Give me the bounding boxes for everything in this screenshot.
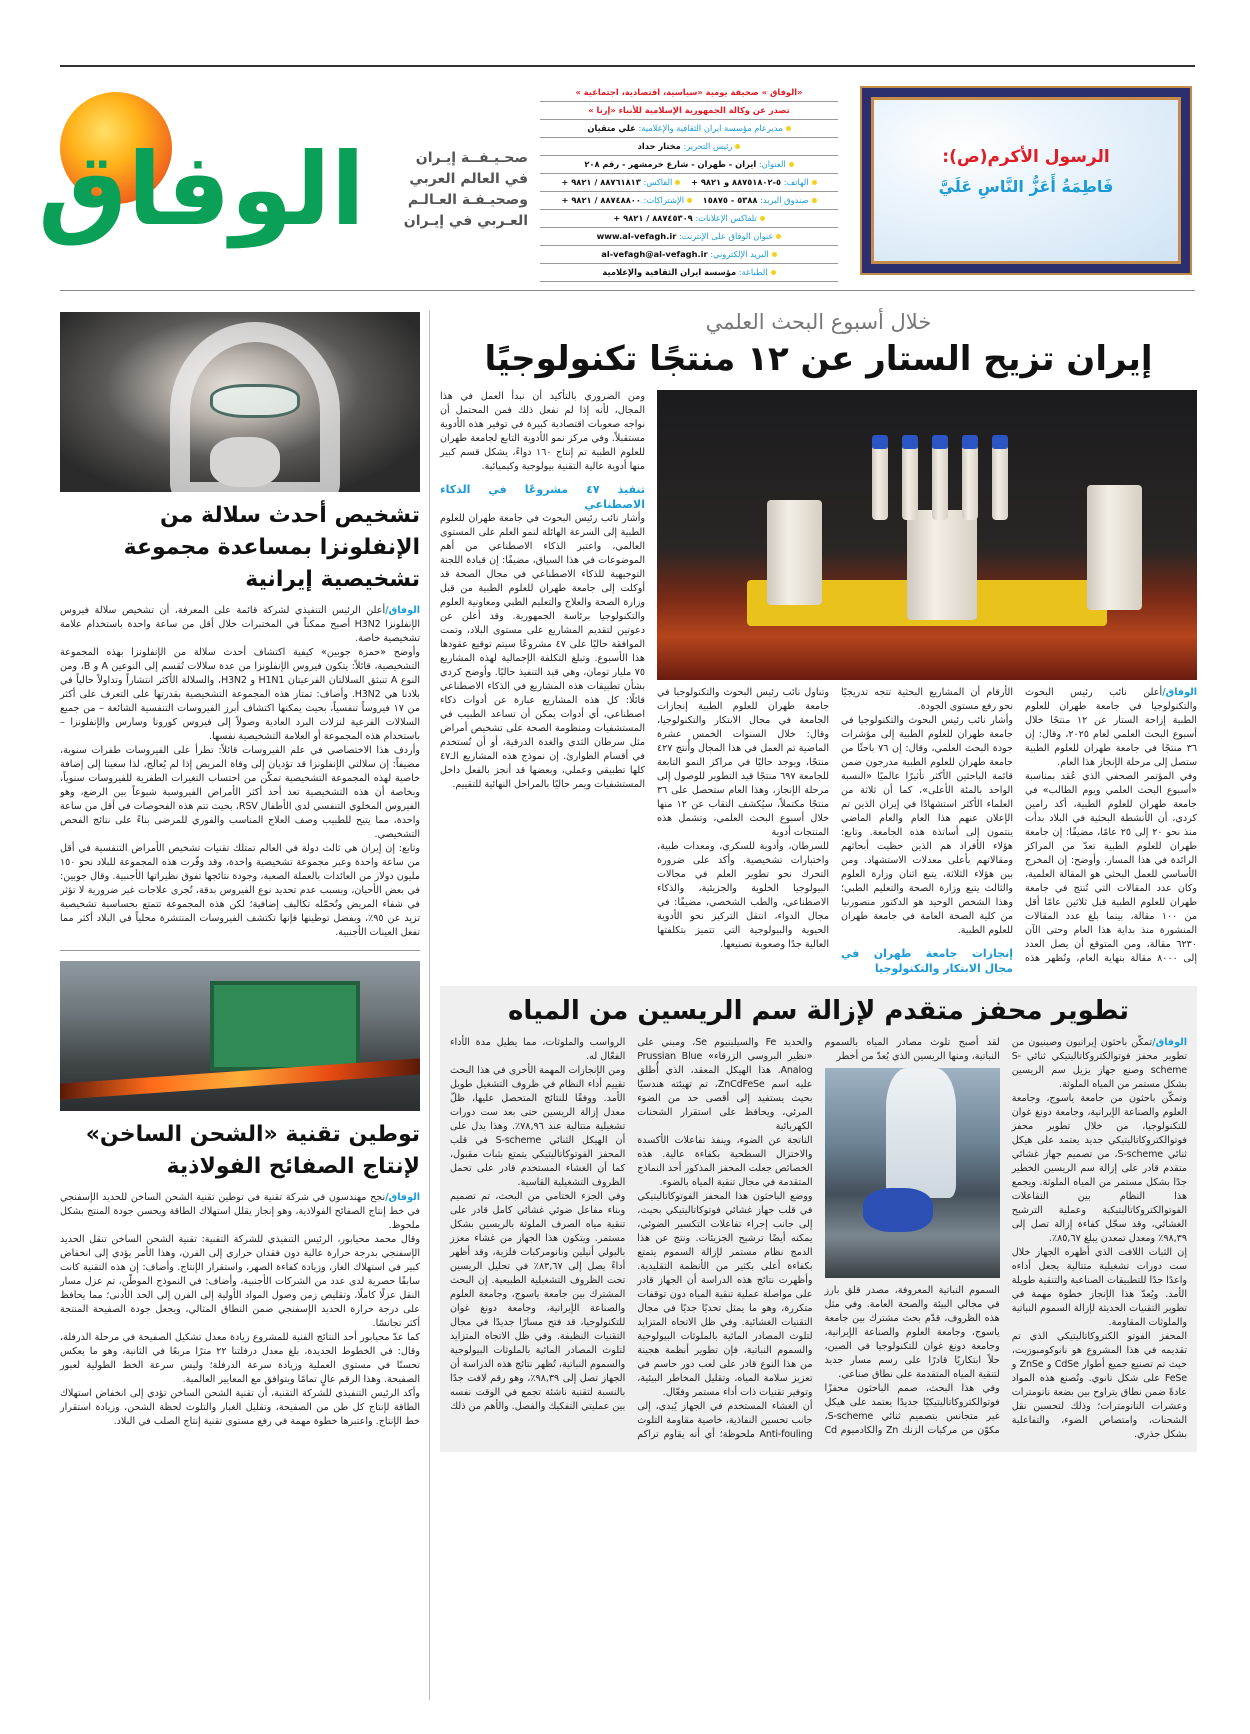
bullet-icon [786, 126, 791, 131]
main-headline: إيران تزيح الستار عن ١٢ منتجًا تكنولوجيًا [484, 339, 1153, 379]
paragraph-text: وفي هذا البحث، صمم الباحثون محفزًا فوتوالكتروكاتاليتيكيًا جديدًا يعتمد على هيكل غير متجانس بتصميم ثنائي S-scheme، مكوّن من مركبات الزنك Zn والكادميوم Cd والحديد Fe والسيلينيوم Se، ومبني على «نظير البروسي الزرقاء» Prussian Blue Analog. هذا الهيكل المعقد، الذي أُطلق عليه اسم ZnCdFeSe، تم تهيئته هندسيًا بحيث يستفيد إلى أقصى حد من الضوء المرئي، ويحافظ على استقرار الشحنات الكهربائية [637, 1037, 1000, 1436]
paragraph-text: أن الغشاء المستخدم في الجهاز يُبدي، إلى جانب تحسين النفاذية، خاصية مقاومة التلوث Anti-fouling ملحوظة؛ أي أنه يقاوم تراكم الرواسب والملوثات، مما يطيل مدة الأداء الفعّال له. [450, 1037, 813, 1440]
bullet-icon [760, 216, 765, 221]
paragraph-text: نجح مهندسون في شركة تقنية في توطين تقنية الشحن الساخن للحديد الإسفنجي في خط إنتاج الصفائح الفولاذية، وهو إنجاز يقلل استهلاك الطاقة ويحسن جودة المنتج بشكل ملحوظ. [60, 1192, 420, 1231]
flu-lab-photo [60, 312, 420, 492]
flu-body [60, 604, 420, 940]
steel-body [60, 1191, 420, 1429]
column-divider [429, 310, 430, 1700]
paragraph [657, 686, 829, 840]
water-article-panel [440, 986, 1197, 1452]
bullet-icon [675, 180, 680, 185]
bullet-icon [812, 180, 817, 185]
paragraph-text: وفي المؤتمر الصحفي الذي عُقد بمناسبة «أسبوع البحث العلمي ويوم الطالب» في جامعة طهران للعلوم الطبية، أكد رامين كردي، أن الأنشطة البحثية في البلاد بدأت منذ نحو ٢٠ إلى ٢٥ عامًا، مضيفًا: إن جامعة طهران للعلوم الطبية تعدّ من المراكز الرائدة في هذا المسار. وأوضح: إن المخرج الأساسي للعمل البحثي هو المقالة العلمية، وكان عدد المقالات التي تُنتج في جامعة طهران للعلوم الطبية قبل ثلاثين عامًا أقل من ١٠٠ مقالة، بينما بلغ عدد المقالات المنشورة منذ بداية هذا العام وحتى الآن ٦٢٣٠ مقالة، ومن المتوقع أن يصل العدد إلى ٨٠٠٠ مقالة بنهاية العام، وتُظهر هذه الأرقام أن المشاريع البحثية تتجه تدريجيًا نحو رفع مستوى الجودة. [841, 687, 1198, 964]
tagline-line: العـربي في إيـران [403, 213, 528, 229]
paragraph [1012, 1330, 1187, 1442]
paragraph-text: للسرطان، وأدوية للسكري، ومعدات طبية، واختبارات تشخيصية. وأكد على ضرورة التحرك نحو تطوير العلم في مجالات البيولوجيا الخلوية والجزيئية، والذكاء الاصطناعي، والطب الشخصي، مضيفًا: في مجال الدواء، انتقل التركيز نحو الأدوية الحيوية والبيولوجية التي تتميز بتكلفتها العالية جدًا وصعوبة تصنيعها. [657, 841, 829, 950]
paragraph-text: وأشار نائب رئيس البحوث في جامعة طهران للعلوم الطبية إلى السرعة الهائلة لنمو العلم على المستوى العالمي، واعتبر الذكاء الاصطناعي من أهم الموضوعات في هذا السياق، مضيفًا: إن قيادة اللجنة التوجيهية للذكاء الاصطناعي في مجال الصحة قد أوكلت إلى جامعة طهران للعلوم الطبية من قبل وزارة الصحة والعلاج والتعليم الطبي ومعاونية العلوم والتكنولوجيا برئاسة الجمهورية. وقد أعلن عن دعوتين لتقديم المشاريع على مستوى البلاد، وتمت الموافقة حاليًا على ٤٧ مشروعًا سيتم توقيع عقودها هذا الأسبوع. وتبلغ التكلفة الإجمالية لهذه المشاريع ٧٥ مليار تومان، وهي قيد التنفيذ حاليًا. وأوضح كردي بشأن تطبيقات هذه المشاريع في الذكاء الاصطناعي قائلًا: كل هذه المشاريع عبارة عن أدوات ذكاء اصطناعي، أي أدوات يمكن أن تساعد الطبيب في المستشفيات ومنظومة الصحة على تشخيص أمراض مثل سرطان الثدي والغدة الدرقية، أو أن تُستخدم في أقسام الطوارئ. إن نموذج هذه المشاريع الـ٤٧ كلها تطبيقي وعملي، وبعضها قد أنجز بالفعل داخل المستشفيات ويمر حاليًا بالمراحل النهائية للتقييم. [440, 513, 646, 790]
paragraph-text: وأردف هذا الاختصاصي في علم الفيروسات قائلاً: تطرأ على الفيروسات طفرات سنوية، مضيفاً: إن سلالتي الإنفلونزا قد تؤديان إلى وفاة المريض إذا لم يُعالج، لذا سعينا إلى إضافة خاصية لهذه المجموعة التشخيصية تمكّن من احتساب التغيرات الطفرية للفيروسات سنوياً، وبخاصة أن هذه التشخيصية تعد أحد أكثر الأمراض الفيروسية شيوعاً بين الرضع، وهو الفيروس المخلوي التنفسي لدى الأطفال RSV، بحيث تتم هذه الفحوصات في أقل من ساعة واحدة، مما يتيح للطبيب وصف العلاج المناسب والفوري للمرضى بناءً على نتائج الفحص التشخيصي. [60, 745, 420, 840]
main-body-side-column [440, 390, 645, 792]
main-body-under-photo [657, 686, 1197, 976]
source-tag: الوفاق/ [385, 1192, 420, 1203]
paragraph-text: وأشار نائب رئيس البحوث والتكنولوجيا في جامعة طهران للعلوم الطبية إلى مؤشرات جودة البحث العلمي، وقال: إن ٧٦ باحثًا من جامعة طهران للعلوم الطبية مدرجون ضمن قائمة الباحثين الأكثر تأثيرًا عالميًا «النسبة الواحد بالمئة الأعلى»، كما أن ثلاثة من العلماء الأكثر استشهادًا في إيران الذين تم الإعلان عنهم هذا العام والعام الماضي ينتمون إلى أساتذة هذه الجامعة. وتابع: هؤلاء الأفراد هم الذين حظيت أبحاثهم ومقالاتهم بأعلى معدلات الاستشهاد. ومن بين هؤلاء الثلاثة، يتبع اثنان وزارة العلوم والثالث يتبع وزارة الصحة والتعليم الطبي؛ وهذا الشخص الوحيد هو الدكتور منصورنيا من كلية الصحة العامة في جامعة طهران للعلوم الطبية. [841, 715, 1013, 936]
info-label: الهاتف: [783, 177, 809, 187]
paragraph [657, 840, 829, 952]
paragraph [60, 1233, 420, 1331]
source-tag: الوفاق/ [1152, 1037, 1187, 1048]
paragraph [1012, 1092, 1187, 1246]
water-body [450, 1036, 1187, 1442]
steel-plant-photo [60, 961, 420, 1111]
info-value: ٥٣٨٨ - ١٥٨٧٥ [702, 195, 758, 205]
hadith-speaker: الرسول الأكرم(ص): [942, 147, 1110, 167]
hadith-box [862, 88, 1190, 273]
lead-paragraph [60, 604, 420, 646]
email-link[interactable]: al-vefagh@al-vefagh.ir [601, 249, 708, 259]
paragraph-text: وتابع: إن إيران هي ثالث دولة في العالم تمتلك تقنيات تشخيص الأمراض التنفسية في أقل من ساعة واحدة وعبر مجموعة تشخيصية واحدة، وقد وفّرت هذه المجموعة للبلاد نحو ١٥٠ مليون دولار من العائدات بالعملة الصعبة، وجودة نتائجها تفوق نظيراتها الأجنبية. وقال جوبين: في بعض الأحيان، وبسبب عدم تحديد نوع الفيروس بدقة، تُجرى علاجات غير ضرورية لا تؤثر في شفاء المريض وتُحمّله تكاليف إضافية؛ لكن هذه المجموعة تتمتع بحساسية تشخيصية تزيد عن ٩٥٪، وبفضل توطينها فإنها تكتشف الفيروسات المنتشرة محلياً في البلاد أكثر مما تفعل العينات الأجنبية. [60, 843, 421, 938]
info-value: مؤسسة ايران الثقافية والإعلامية [602, 267, 737, 277]
lead-paragraph [1012, 1036, 1187, 1092]
main-article-body [440, 390, 1197, 976]
source-tag: الوفاق/ [1162, 687, 1197, 698]
info-label: رئيس التحرير: [683, 141, 733, 151]
paragraph [440, 390, 645, 474]
paragraph-text: وأوضح «حمزة جوبين» كيفية اكتشاف أحدث سلالة من الإنفلونزا بهذه المجموعة التشخيصية، قائلاً: يتكون فيروس الإنفلونزا من عدة سلالات تُقسم إلى النوعين A و B، ومن النوع A تنبثق السلالتان الفرعيتان H1N1 و H3N2، والسلالة الأكثر انتشاراً وتداولاً حالياً في بلادنا هي H3N2. وأضاف: تمتاز هذه المجموعة التشخيصية بقدرتها على التعرف على أكثر من ١٧ فيروساً تنفسياً، بحيث يمكنها اكتشاف أبرز الفيروسات التنفسية الشائعة – من جميع السلالات الفرعية لنزلات البرد العادية وصولاً إلى فيروس كورونا وسارس والإنفلونزا – باستخدام هذه المجموعة أو العلامة التشخيصية نفسها. [60, 647, 420, 742]
paragraph [60, 1331, 420, 1387]
paragraph [450, 1064, 625, 1190]
paragraph-text: تمكّن باحثون إيرانيون وصينيون من تطوير محفز فوتوالكتروكاتاليتيكي ثنائي S-scheme وصنع جهاز يزيل سم الريسين بشكل مستمر من المياه الملوثة. [1011, 1037, 1187, 1090]
info-value: ايران - طهران - شارع خرمشهر - رقم ٢٠٨ [584, 159, 757, 169]
paragraph-text: إن الثبات اللافت الذي أظهره الجهاز خلال ست دورات تشغيلية متتالية يجعل أداءه واعدًا جدًا للتطبيقات الصناعية والتنقية طويلة الأمد. ويُعدّ هذا الإنجاز خطوة مهمة في تطوير التقنيات الحديثة لإزالة السموم النباتية والملوثات المقاومة. [1011, 1247, 1187, 1328]
subheading [440, 482, 645, 512]
info-label: عنوان الوفاق على الإنترنت: [678, 231, 774, 241]
info-label: البريد الإلكتروني: [710, 249, 769, 259]
products-photo [657, 390, 1197, 680]
masthead-tagline [378, 148, 528, 232]
paragraph-text: ومن الضروري بالتأكيد أن نبدأ العمل في هذا المجال، لأنه إذا لم نفعل ذلك فمن المحتمل أن نواجه صعوبات اقتصادية كبيرة في توفير هذه الأدوية مستقبلاً. وفي مركز نمو الأدوية التابع لجامعة طهران للعلوم الطبية تم إنتاج ١٦٠ دواءً، يشكل قسم كبير منها أدوية عالية التقنية بيولوجية وكيميائية. [440, 391, 645, 472]
info-label: مديرعام مؤسسة ايران الثقافية والإعلامية: [638, 123, 783, 133]
paragraph-text: تنفيذ ٤٧ مشروعًا في الذكاء الاصطناعي [440, 483, 645, 511]
paragraph [825, 1036, 1000, 1064]
lead-paragraph [1025, 686, 1197, 770]
tagline-line: صحـيـفــة إيـران [415, 150, 528, 166]
info-row [540, 228, 838, 246]
lead-paragraph [60, 1191, 420, 1233]
paragraph-text: وتناول نائب رئيس البحوث والتكنولوجيا في جامعة طهران للعلوم الطبية إنجازات الجامعة في مجال الابتكار والتكنولوجيا، وقال: خلال السنوات الخمس عشرة الماضية تم العمل في هذا المجال وأُنتج ٤٢٧ منتجًا، ويوجد حاليًا في مراكز النمو التابعة للجامعة ٦٩٧ منتجًا قيد التطوير للوصول إلى مرحلة الإنجاز، وهذا العام ستحصل على ٣٦ منتجًا مكتملاً، سيُكشف النقاب عن ١٢ منها خلال أسبوع البحث العلمي، وتشمل هذه المنتجات أدوية [657, 687, 829, 838]
info-label: صندوق البريد: [760, 195, 809, 205]
paragraph-text: وفي الجزء الختامي من البحث، تم تصميم وبناء مفاعل ضوئي غشائي كامل قادر على تنقية مياه الصرف الملوثة بالريسين بشكل مستمر. ويتكون هذا الجهاز من غشاء معزز بالبولي أنيلين ونانومركبات فلزية، وقد أظهر أداءً يصل إلى ٨٣,٦٧٪ في تحليل الريسين تحت الظروف التشغيلية الطبيعية. إن البحث المشترك بين جامعة ياسوج، وجامعة العلوم والصناعة الإيرانية، وجامعة دونغ غوان للتكنولوجيا، قد فتح مسارًا جديدًا في مجال التقنيات النظيفة. وفي ظل الاتجاه المتزايد لتلوث المصادر المائية بالملوثات البيولوجية والسموم النباتية، تُظهر نتائج هذه الدراسة أن الجهاز تصل إلى ٩٨,٣٩٪، وهو رقم لافت جدًا بالنسبة لتقنية ناشئة تجمع في الوقت نفسه بين عمليتي التفكيك والفصل. والأهم من ذلك [450, 1191, 626, 1412]
info-row [540, 120, 838, 138]
info-label: الطباعة: [738, 267, 768, 277]
newspaper-logo: الوفاق [38, 131, 365, 248]
hadith-text: فَاطِمَةُ أَعَزُّ النَّاسِ عَلَيَّ [938, 177, 1114, 196]
water-sampling-photo [825, 1068, 1000, 1278]
tagline-line: في العالم العربي [409, 171, 528, 187]
info-value: ٨٨٧٤٨٨٠٠ / ٩٨٢١ + [561, 195, 641, 205]
paragraph-text: وتمكّن باحثون من جامعة ياسوج، وجامعة العلوم والصناعة الإيرانية، وجامعة دونغ غوان للتكنولوجيا، من خلال تطوير محفز فوتوالكتروكاتاليتيكي جديد يعتمد على هيكل ثنائي S-scheme، من تصميم جهاز غشائي متقدم قادر على إزالة سم الريسين الخطير جدًا بشكل مستمر من المياه الملوثة. ويجمع هذا النظام بين التفاعلات الفوتوالكتروكاتاليتيكية وعملية الترشيح الغشائي، وقد سجّل كفاءة إزالة تصل إلى ٩٨,٣٩٪ ومعدل تمعدن يبلغ ٨٥,٦٧٪. [1011, 1093, 1187, 1244]
paragraph [60, 842, 420, 940]
top-rule [60, 65, 1195, 67]
info-row [540, 192, 838, 210]
left-column [60, 312, 420, 1429]
bullet-icon [812, 198, 817, 203]
paragraph [60, 744, 420, 842]
paragraph [1012, 1246, 1187, 1330]
info-value: مختار حداد [637, 141, 681, 151]
section-divider [60, 950, 420, 951]
info-row [540, 156, 838, 174]
water-headline: تطوير محفز متقدم لإزالة سم الريسين من المياه [507, 996, 1130, 1026]
info-label: الفاكس: [643, 177, 673, 187]
paragraph-text: كما عدّ محيابور أحد النتائج الفنية للمشروع زيادة معدل تشكيل الصفيحة في مرحلة الدرفلة، وقال: في الخطوط الجديدة، بلغ معدل درفلتنا ٢٢ مترًا مربعًا في الثانية، وهو ما يعكس تحسنًا في مستوى العملية وزيادة سرعة الدرفلة؛ وليس سرعة الخط الطولية لعبور الصفيحة. وهذا الرقم عالٍ تمامًا ويتوافق مع المعايير العالمية. [60, 1332, 420, 1385]
info-value: ٥-٨٨٧٥١٨٠٢ و ٩٨٢١ + [690, 177, 782, 187]
bullet-icon [789, 162, 794, 167]
masthead-rule [60, 290, 1195, 291]
paragraph-text: أعلن الرئيس التنفيذي لشركة قائمة على المعرفة، أن تشخيص سلالة فيروس الإنفلونزا H3N2 أصبح ممكناً في المختبرات خلال أقل من ساعة واحدة باستخدام علامة تشخيصية خاصة. [60, 605, 420, 644]
bullet-icon [771, 270, 776, 275]
flu-headline: تشخيص أحدث سلالة من الإنفلونزا بمساعدة مجموعة تشخيصية إيرانية [123, 503, 420, 592]
paragraph [60, 1387, 420, 1429]
paragraph-text: وأكد الرئيس التنفيذي للشركة التقنية، أن تقنية الشحن الساخن تؤدي إلى انخفاض استهلاك الطاقة لإنتاج كل طن من الصفيحة، وتقليل الغبار والتلوث لحظة الشحن، وزيادة استقرار خط الإنتاج. واعتبرها خطوة مهمة في رفع مستوى تقنية إنتاج الصلب في البلاد. [60, 1388, 420, 1427]
bullet-icon [776, 234, 781, 239]
paragraph [637, 1190, 812, 1400]
paragraph [60, 646, 420, 744]
info-row [540, 264, 838, 282]
source-tag: الوفاق/ [385, 605, 420, 616]
info-row [540, 138, 838, 156]
paragraph [440, 512, 645, 792]
paragraph-text: ووضع الباحثون هذا المحفز الفوتوكاتاليتيكي في قلب جهاز غشائي فوتوكاتاليتيكي بحيث، إلى جانب إجراء تفاعلات التكسير الضوئي، يمكنه أيضًا ترشيح الجزيئات. ونتج عن هذا الدمج نظام مستمر لإزالة السموم يتمتع بكفاءة أعلى بكثير من الأنظمة التقليدية. وأظهرت نتائج هذه الدراسة أن الجهاز قادر على مواصلة عملية تنقية المياه دون توقفات متكررة، وهو ما يمثل تحديًا جديًا في مجال التقنيات الغشائية. وفي ظل الاتجاه المتزايد لتلوث المصادر المائية بالملوثات البيولوجية والسموم النباتية، فإن تطوير أنظمة هجينة من هذا النوع قادر على لعب دور حاسم في تعزيز سلامة المياه، وتقليل المخاطر البيئية، وتوفير تقنيات ذات أداء مستمر وفعّال. [637, 1191, 813, 1398]
paragraph-text: وقال محمد محيابور، الرئيس التنفيذي للشركة التقنية: تقنية الشحن الساخن تنقل الحديد الإسفنجي بدرجة حرارة عالية دون فقدان حراري إلى الفرن، وهذا الأمر يؤدي إلى انخفاض كبير في استهلاك الغاز، وزيادة كفاءة الصهر، واستقرار الإنتاج. وأضاف: إن هذه التقنية كانت سابقًا حصرية لدى عدد من الشركات الأجنبية، وأضاف: في النموذج الموطّن، تم عزل مسار النقل عزلًا كاملًا، وتقليص زمن وصول المواد الأولية إلى الفرن إلى الحد الأدنى؛ مما يحافظ على درجة حرارة الحديد الإسفنجي ضمن النطاق المثالي، ويجعل جودة الصفيحة المنتجة أكثر تجانسًا. [60, 1234, 420, 1329]
paragraph-text: المحفز الفوتو الكتروكاتاليتيكي الذي تم تقديمه في هذا المشروع هو نانوكومبوزيت، حيث تم تصنيع جميع أطوار CdSe و ZnSe و FeSe على شكل نانوي. وتُصنع هذه المواد عادةً ضمن نطاق يتراوح بين بضعة نانومترات وعشرات النانومترات؛ وذلك لتحسين نقل الشحنات، وامتصاص الضوء، والتفاعلية بشكل جذري. [1011, 1331, 1188, 1440]
bullet-icon [687, 198, 692, 203]
info-value: علي متقيان [587, 123, 636, 133]
paragraph-text: إنجازات جامعة طهران في مجال الابتكار والتكنولوجيا [841, 947, 1013, 975]
paragraph-text: لقد أصبح تلوث مصادر المياه بالسموم النباتية، ومنها الريسين الذي يُعدّ من أخطر [824, 1037, 1000, 1062]
info-row [540, 246, 838, 264]
main-continued-text [657, 840, 829, 952]
right-column [440, 308, 1197, 1452]
bullet-icon [772, 252, 777, 257]
subheading [841, 946, 1013, 976]
info-label: العنوان: [758, 159, 786, 169]
info-value: ٨٨٧٤٥٣٠٩ / ٩٨٢١ + [613, 213, 693, 223]
info-row [540, 174, 838, 192]
website-link[interactable]: www.al-vefagh.ir [596, 231, 677, 241]
info-line: «الوفاق » صحيفة يومية «سياسية، اقتصادية، اجتماعية » [540, 84, 838, 102]
info-label: الإشتراكات: [643, 195, 685, 205]
info-line: تصدر عن وكالة الجمهورية الإسلامية للأنباء «إرنا » [540, 102, 838, 120]
paragraph-text: ومن الإنجازات المهمة الأخرى في هذا البحث تقييم أداء النظام في ظروف التشغيل طويل الأمد. ووفقًا للنتائج المتحصل عليها، ظلّ معدل إزالة الريسين حتى بعد ست دورات تشغيلية متتالية عند ٧٨,٩٦٪. وهذا يدل على أن الهيكل الثنائي S-scheme في قلب المحفز الفوتوكاتاليتيكي يتمتع بثبات مقبول، كما أن الغشاء المستخدم قادر على تحمل الظروف التشغيلية القاسية. [450, 1065, 626, 1188]
paragraph [825, 1284, 1000, 1382]
paragraph [637, 1134, 812, 1190]
paragraph [450, 1190, 625, 1414]
water-col-left-mid [637, 1134, 812, 1400]
main-kicker: خلال أسبوع البحث العلمي [705, 310, 932, 334]
tagline-line: وصحيـفـة العـالـم [407, 192, 528, 208]
info-value: ٨٨٧٦١٨١٣ / ٩٨٢١ + [561, 177, 641, 187]
steel-headline: توطين تقنية «الشحن الساخن» لإنتاج الصفائح الفولاذية [85, 1122, 420, 1179]
publication-info-table [540, 84, 838, 282]
paragraph-text: أعلن نائب رئيس البحوث والتكنولوجيا في جامعة طهران للعلوم الطبية إزاحة الستار عن ١٢ منتجًا خلال أسبوع البحث العلمي لعام ٢٠٢٥، وقال: إن ٣٦ منتجًا في جامعة طهران للعلوم الطبية ستصل إلى مرحلة الإنجاز هذا العام. [1025, 687, 1197, 768]
paragraph-text: الناتجة عن الضوء، وينفذ تفاعلات الأكسدة والاختزال السطحية بكفاءة عالية. هذه الخصائص جعلت المحفز المذكور أحد النماذج المتقدمة في مجال تنقية المياه بالضوء. [637, 1135, 813, 1188]
info-row [540, 210, 838, 228]
bullet-icon [735, 144, 740, 149]
paragraph-text: السموم النباتية المعروفة، مصدر قلق بارز في مجالي البيئة والصحة العامة. وفي مثل هذه الظروف، قدّم بحث مشترك بين جامعة ياسوج، وجامعة العلوم والصناعة الإيرانية، وجامعة دونغ غوان للتكنولوجيا في الصين، حلاً ابتكاريًا قادرًا على رسم مسار جديد لتنقية المياه المتقدمة على نطاق صناعي. [824, 1285, 1000, 1380]
paragraph [841, 714, 1013, 938]
main-photo-block [657, 390, 1197, 976]
info-label: تلفاكس الإعلانات: [695, 213, 757, 223]
